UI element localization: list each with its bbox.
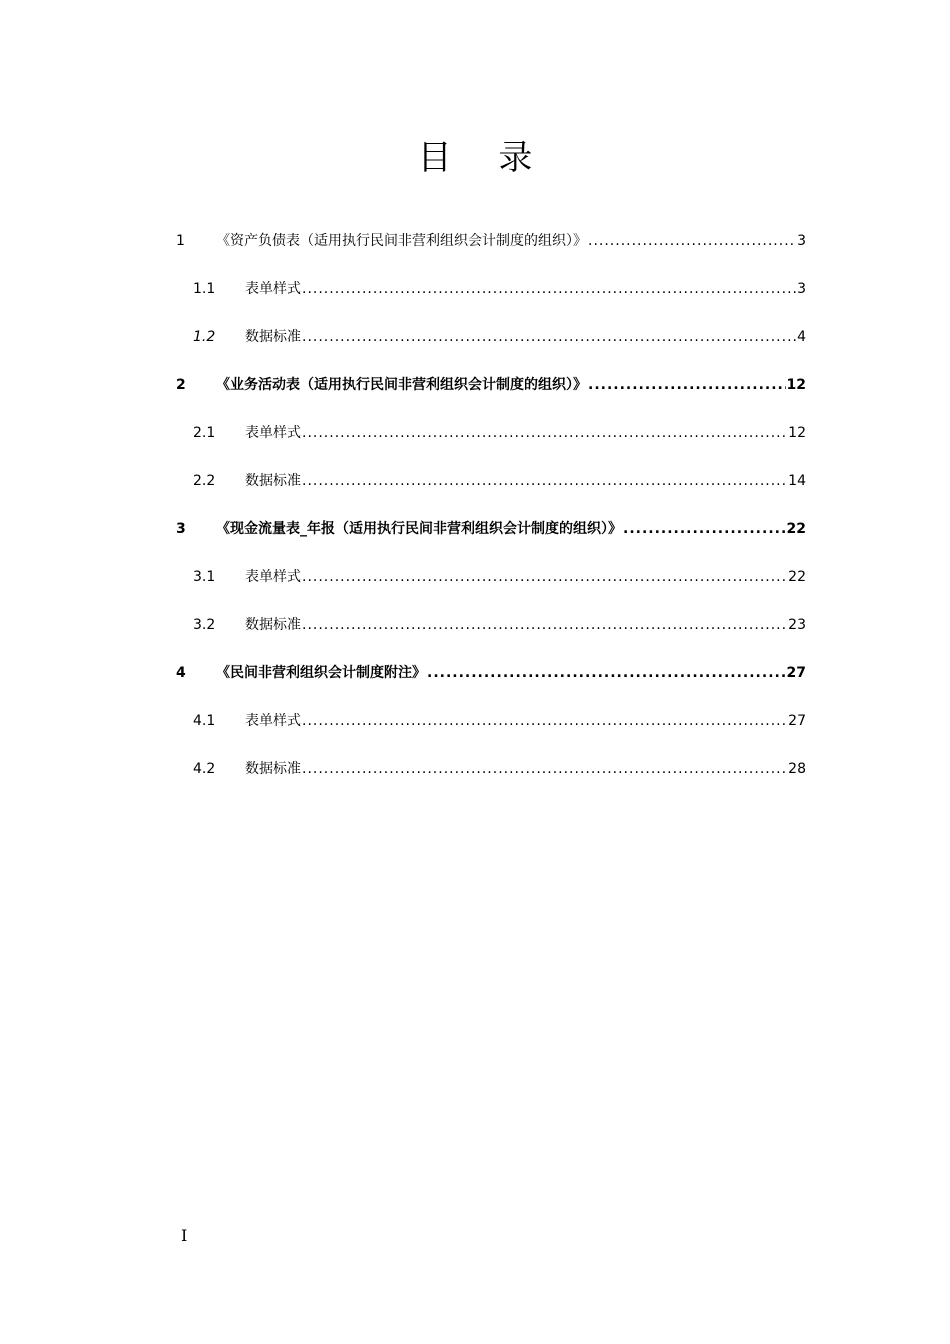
toc-entry-2-2[interactable] bbox=[176, 457, 806, 505]
toc-entry-page: 27 bbox=[788, 713, 806, 729]
toc-entry-title: 《业务活动表（适用执行民间非营利组织会计制度的组织）》 bbox=[216, 377, 587, 393]
toc-dot-leader bbox=[302, 327, 796, 347]
toc-entry-2[interactable] bbox=[176, 361, 806, 409]
toc-entry-page: 28 bbox=[788, 761, 806, 777]
toc-entry-1-2[interactable] bbox=[176, 313, 806, 361]
page-number: I bbox=[181, 1226, 188, 1245]
toc-entry-title: 表单样式 bbox=[245, 281, 301, 297]
toc-entry-title: 《资产负债表（适用执行民间非营利组织会计制度的组织）》 bbox=[216, 233, 587, 249]
toc-entry-3[interactable] bbox=[176, 505, 806, 553]
toc-entry-title: 《民间非营利组织会计制度附注》 bbox=[216, 665, 426, 681]
toc-entry-4-2[interactable] bbox=[176, 745, 806, 793]
toc-entry-title: 表单样式 bbox=[245, 425, 301, 441]
toc-entry-number: 3.2 bbox=[193, 617, 216, 633]
toc-dot-leader bbox=[302, 711, 787, 731]
toc-entry-number: 2 bbox=[176, 377, 186, 393]
toc-entry-title: 数据标准 bbox=[245, 329, 301, 345]
toc-entry-page: 3 bbox=[797, 281, 806, 297]
toc-entry-page: 4 bbox=[797, 329, 806, 345]
toc-entry-3-2[interactable] bbox=[176, 601, 806, 649]
toc-dot-leader bbox=[623, 519, 786, 539]
toc-dot-leader bbox=[588, 231, 796, 251]
toc-entry-title: 《现金流量表_年报（适用执行民间非营利组织会计制度的组织）》 bbox=[216, 521, 622, 537]
toc-entry-number: 1.2 bbox=[193, 329, 216, 345]
toc-dot-leader bbox=[302, 759, 787, 779]
toc-entry-number: 1 bbox=[176, 233, 185, 249]
toc-entry-3-1[interactable] bbox=[176, 553, 806, 601]
toc-dot-leader bbox=[302, 279, 796, 299]
toc-entry-title: 表单样式 bbox=[245, 713, 301, 729]
toc-dot-leader bbox=[588, 375, 786, 395]
toc-entry-page: 12 bbox=[786, 377, 806, 393]
toc-dot-leader bbox=[302, 615, 787, 635]
toc-entry-1-1[interactable] bbox=[176, 265, 806, 313]
toc-entry-4[interactable] bbox=[176, 649, 806, 697]
toc-dot-leader bbox=[302, 471, 787, 491]
toc-entry-2-1[interactable] bbox=[176, 409, 806, 457]
toc-dot-leader bbox=[302, 567, 787, 587]
toc-entry-number: 4.2 bbox=[193, 761, 216, 777]
toc-entry-title: 表单样式 bbox=[245, 569, 301, 585]
toc-entry-page: 27 bbox=[786, 665, 806, 681]
toc-entry-title: 数据标准 bbox=[245, 617, 301, 633]
toc-entry-number: 2.1 bbox=[193, 425, 216, 441]
page-title: 目 录 bbox=[417, 138, 551, 178]
toc-dot-leader bbox=[302, 423, 787, 443]
toc-entry-number: 1.1 bbox=[193, 281, 216, 297]
toc-entry-page: 14 bbox=[788, 473, 806, 489]
toc-entry-1[interactable] bbox=[176, 217, 806, 265]
toc-entry-title: 数据标准 bbox=[245, 473, 301, 489]
toc-entry-page: 22 bbox=[786, 521, 806, 537]
toc-entry-page: 3 bbox=[797, 233, 806, 249]
toc-entry-number: 2.2 bbox=[193, 473, 216, 489]
toc-entry-page: 23 bbox=[788, 617, 806, 633]
toc-entry-page: 12 bbox=[788, 425, 806, 441]
toc-entry-title: 数据标准 bbox=[245, 761, 301, 777]
toc-entry-number: 3 bbox=[176, 521, 186, 537]
table-of-contents bbox=[176, 217, 806, 793]
toc-entry-number: 3.1 bbox=[193, 569, 216, 585]
toc-entry-4-1[interactable] bbox=[176, 697, 806, 745]
toc-entry-number: 4.1 bbox=[193, 713, 216, 729]
toc-dot-leader bbox=[427, 663, 786, 683]
toc-entry-page: 22 bbox=[788, 569, 806, 585]
toc-entry-number: 4 bbox=[176, 665, 186, 681]
